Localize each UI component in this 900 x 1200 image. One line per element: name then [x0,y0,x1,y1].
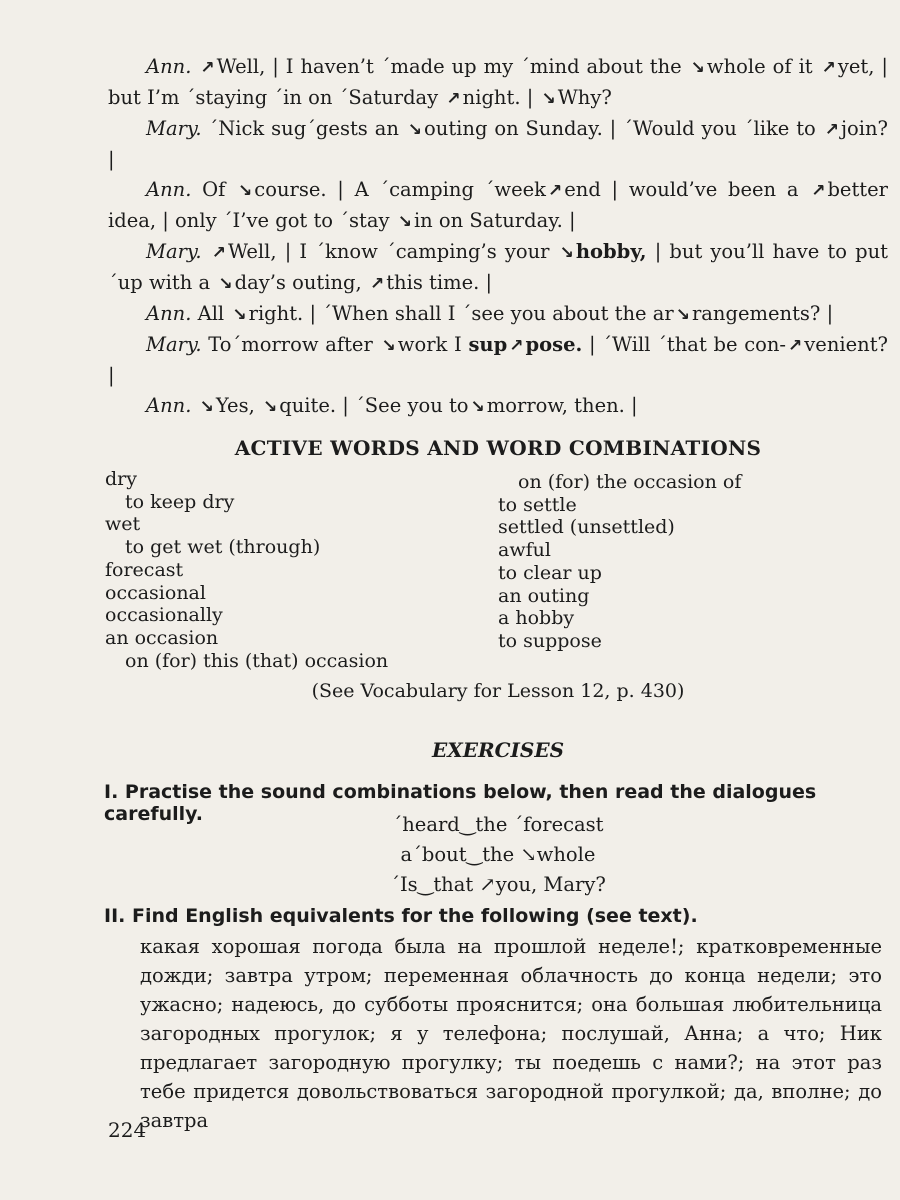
dialogue-text: night. | [462,86,540,109]
falling-tone-icon: ↘ [675,305,690,325]
dialogue-text: hobby, [575,240,647,263]
dialogue-text: To´morrow after [208,333,380,356]
active-word: wet [105,513,141,536]
active-word: dry [105,468,137,490]
active-word: forecast [105,558,184,581]
dialogue-text: right. | ´When shall I ´see you about the ar [248,302,674,325]
falling-tone-icon: ↘ [407,120,423,140]
vocabulary-reference: (See Vocabulary for Lesson 12, p. 430) [311,680,685,702]
rising-tone-icon: ↗ [811,181,826,201]
active-word: settled (unsettled) [498,516,675,539]
phrase: ´Is‿that ↗you, Mary? [390,873,606,896]
rising-tone-icon: ↗ [369,274,385,294]
exercise-2-heading: II. Find English equivalents for the following (see text). [104,905,698,927]
dialogue-text: quite. | ´See you to [279,394,469,417]
rising-tone-icon: ↗ [547,181,563,201]
dialogue-text: whole of it [706,55,820,78]
falling-tone-icon: ↘ [381,336,396,356]
page-number: 224 [108,1118,147,1142]
speaker-name: Mary. [146,240,202,263]
dialogue-text: better idea, | only ´I’ve got to ´stay [108,178,888,232]
active-words-right-column [498,471,741,653]
falling-tone-icon: ↘ [541,89,556,109]
dialogue-text: yet, | but I’m ´staying ´in on ´Saturday [108,55,888,109]
falling-tone-icon: ↘ [238,181,253,201]
active-words-heading: ACTIVE WORDS AND WORD COMBINATIONS [234,436,762,460]
speaker-name: Ann. [146,394,192,417]
active-word: to suppose [498,629,602,652]
dialogue-line [108,114,888,175]
dialogue-text: Of [202,178,237,201]
dialogue-text: day’s outing, [234,271,368,294]
dialogue-text: rangements? | [691,302,834,325]
speaker-name: Mary. [146,117,202,140]
speaker-name: Ann. [146,55,192,78]
active-word: occasionally [105,604,223,627]
active-word: on (for) the occasion of [518,471,742,493]
dialogue-text: ´Nick sug´gests an [208,117,406,140]
dialogue-text: this time. | [386,271,493,294]
falling-tone-icon: ↘ [232,305,247,325]
falling-tone-icon: ↘ [397,212,412,232]
dialogue-text: Why? [557,86,612,109]
dialogue-text: join? | [108,117,888,171]
dialogue-text: venient? | [108,333,889,387]
falling-tone-icon: ↘ [559,243,574,263]
dialogue [108,52,888,422]
dialogue-line [108,237,888,299]
speaker-name: Ann. [146,302,192,325]
falling-tone-icon: ↘ [690,58,705,78]
dialogue-text: | but you’ll have to put ´up with a [108,240,888,294]
dialogue-line [108,52,888,114]
dialogue-text: pose. [525,333,583,356]
rising-tone-icon: ↗ [211,243,226,263]
falling-tone-icon: ↘ [218,274,233,294]
dialogue-text: | ´Will ´that be con- [582,333,787,356]
active-word: an outing [498,584,590,607]
active-words-left-column [105,468,388,672]
dialogue-line [108,391,888,422]
falling-tone-icon: ↘ [262,397,278,417]
dialogue-text: All [197,302,231,325]
exercise-2-text: какая хорошая погода была на прошлой неделе!; кратковременные дожди; завтра утром; переменная облачность до конца недели; это ужасно; надеюсь, до субботы прояснится; она большая любительница загородных прогулок; я у телефона; послушай, Анна; а что; Ник предлагает загородную прогулку; ты поедешь с нами?; на этот раз тебе придется довольствоваться загородной прогулкой; да, вполне; до завтра [140,935,882,1132]
phrase: ´heard‿the ´forecast [392,813,604,836]
dialogue-text: sup [468,333,508,356]
dialogue-text: work I [397,333,469,356]
dialogue-line [108,299,888,330]
active-word: to get wet (through) [125,536,321,559]
rising-tone-icon: ↗ [509,336,524,356]
dialogue-text: end | would’ve been a [564,178,810,201]
active-word: an occasion [105,626,219,649]
active-word: to keep dry [125,490,235,513]
rising-tone-icon: ↗ [821,58,836,78]
dialogue-text: in on Saturday. | [413,209,576,232]
phrase: a´bout‿the ↘whole [400,843,596,866]
rising-tone-icon: ↗ [788,336,803,356]
dialogue-text: course. | A ´camping ´week [254,178,546,201]
exercise-1-phrases [108,810,888,900]
active-word: on (for) this (that) occasion [125,649,389,672]
active-word: to clear up [498,561,602,584]
falling-tone-icon: ↘ [470,397,485,417]
dialogue-text: outing on Sunday. | ´Would you ´like to [424,117,823,140]
active-word: occasional [105,581,206,604]
exercises-heading: EXERCISES [431,738,565,762]
rising-tone-icon: ↗ [446,89,461,109]
active-word: awful [498,539,551,562]
dialogue-text: Yes, [215,394,261,417]
dialogue-text: Well, | I ´know ´camping’s your [227,240,558,263]
speaker-name: Ann. [146,178,192,201]
active-word: to settle [498,493,577,516]
rising-tone-icon: ↗ [200,58,215,78]
dialogue-line [108,175,888,237]
exercise-1-heading: I. Practise the sound combinations below, then read the dialogues carefully. [104,781,817,825]
dialogue-line [108,330,888,391]
speaker-name: Mary. [146,333,202,356]
dialogue-text: morrow, then. | [486,394,638,417]
falling-tone-icon: ↘ [199,397,214,417]
active-word: a hobby [498,607,575,630]
rising-tone-icon: ↗ [824,120,839,140]
dialogue-text: Well, | I haven’t ´made up my ´mind about the [216,55,689,78]
